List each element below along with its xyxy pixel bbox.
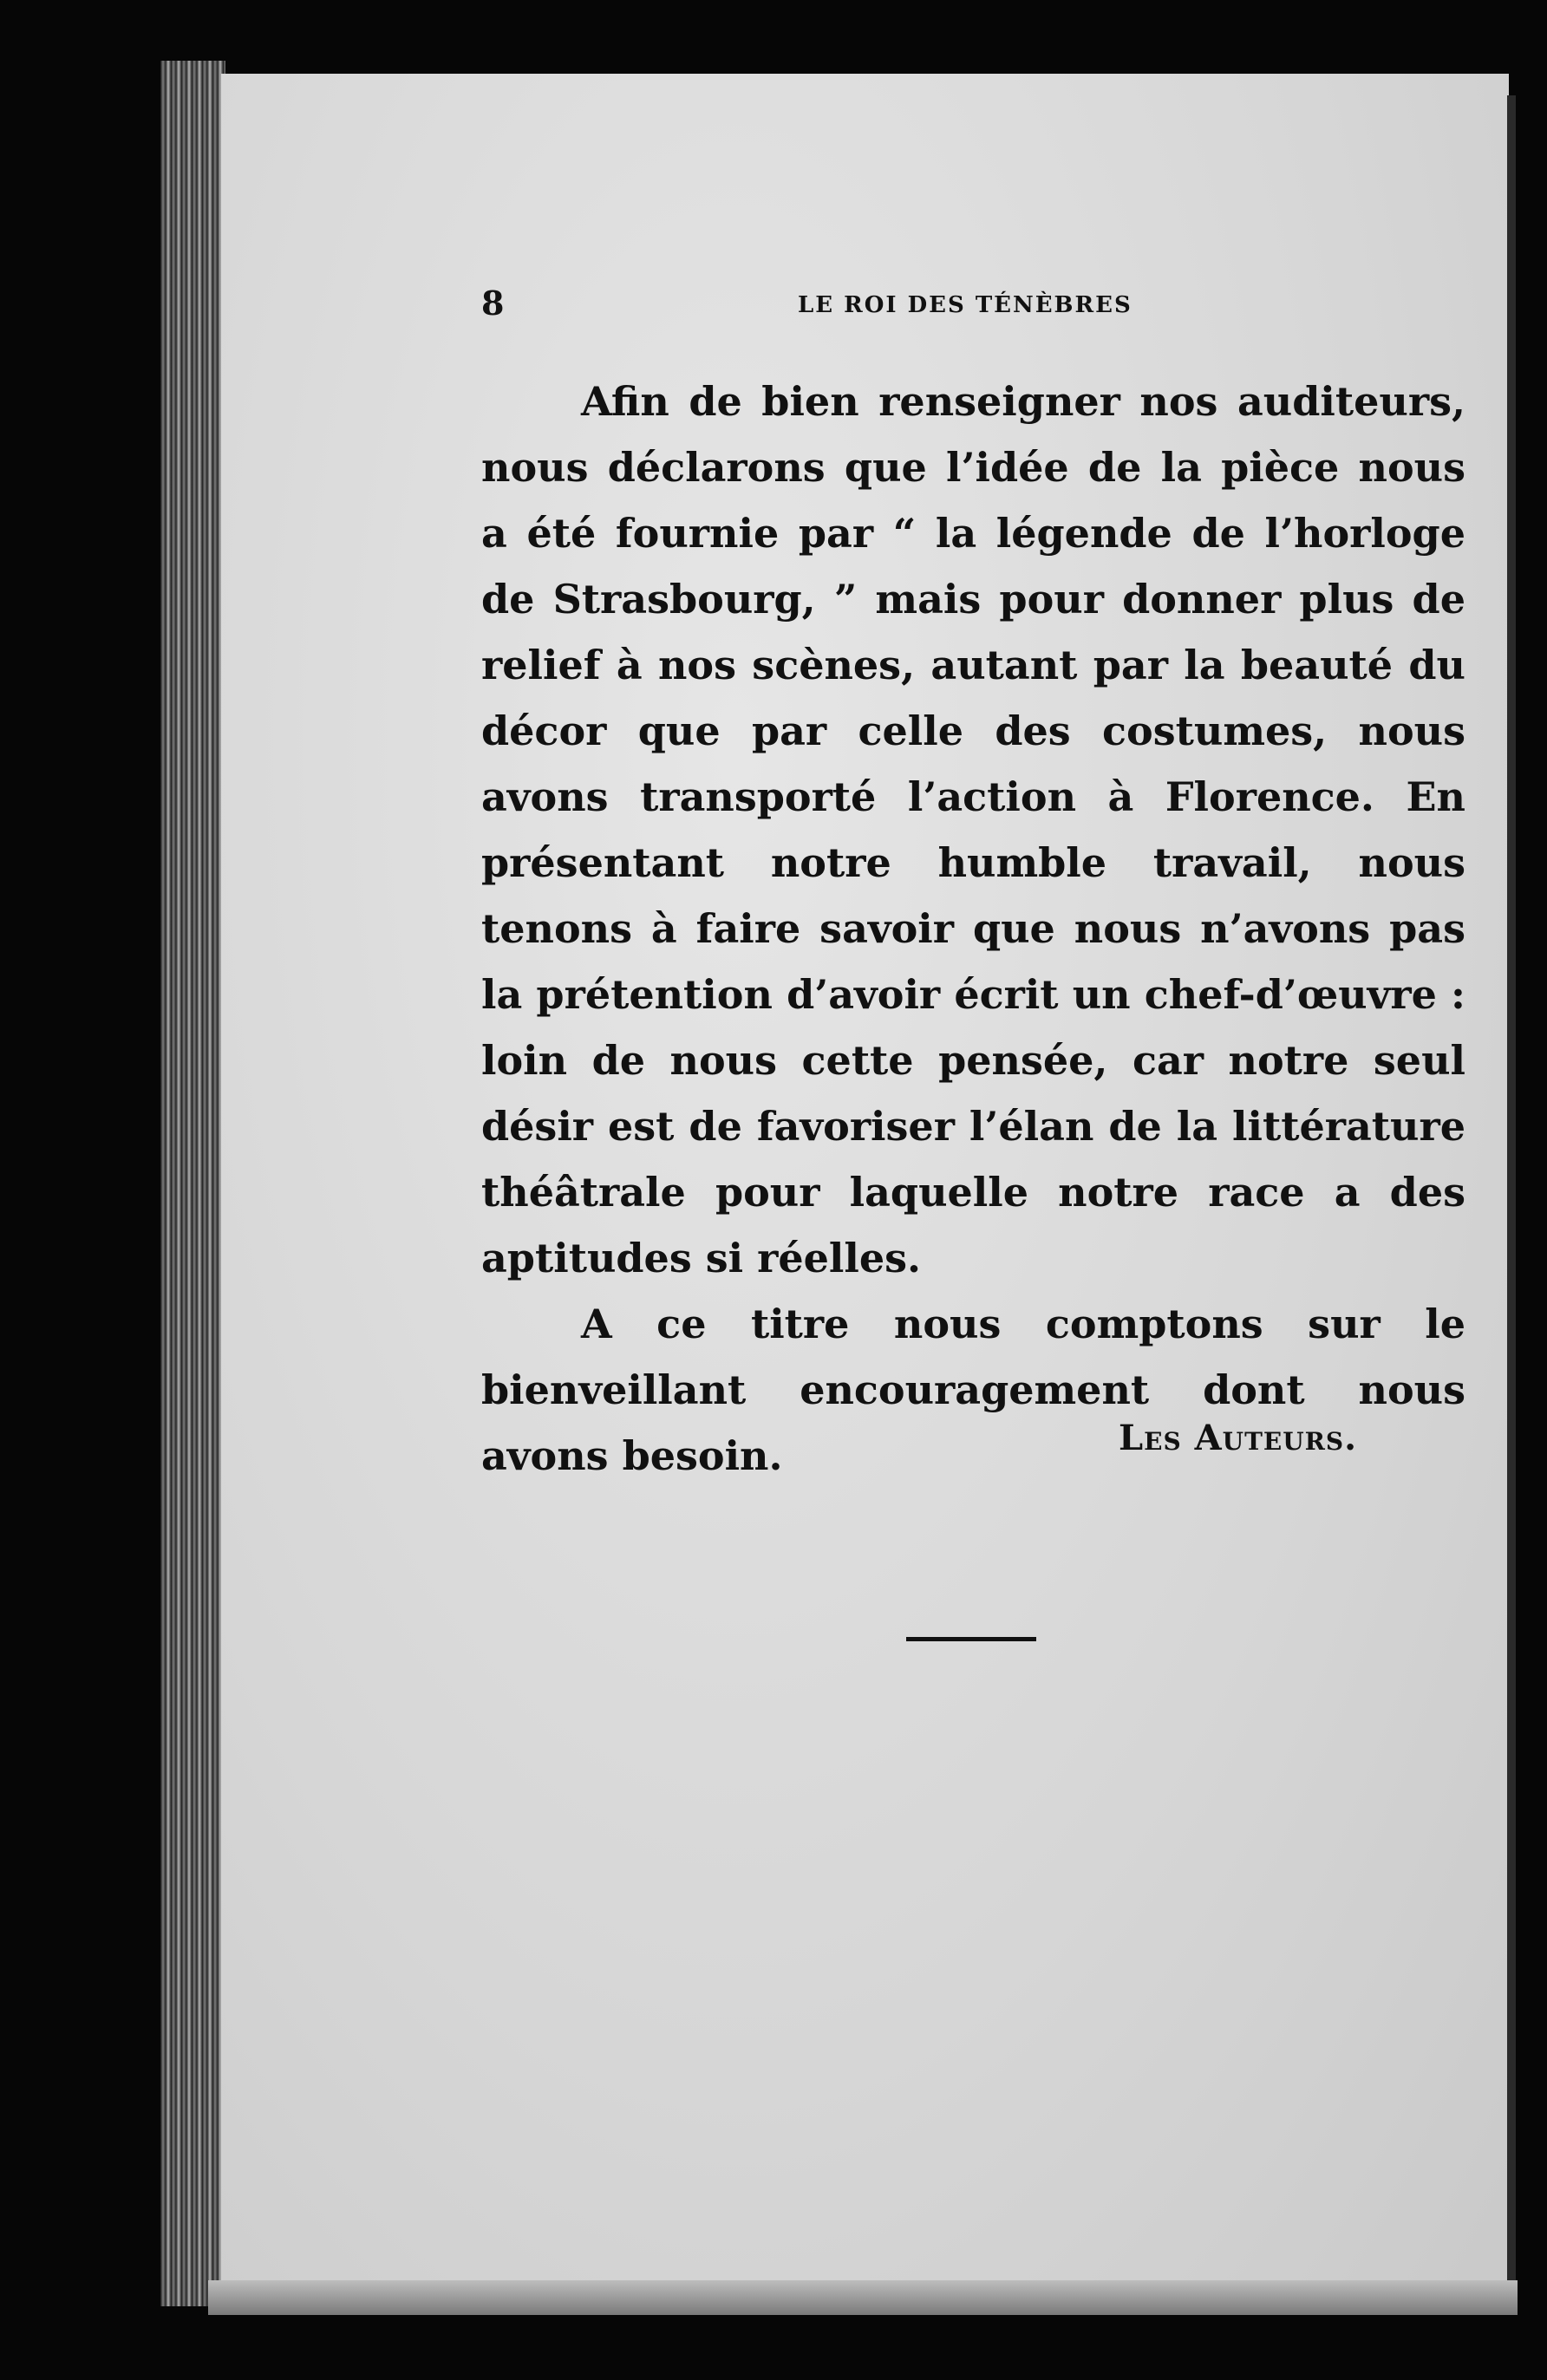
page-bottom-edge: [208, 2280, 1518, 2315]
body-text: [481, 368, 1465, 1489]
running-header: [481, 284, 1331, 327]
paragraph-2: A ce titre nous comptons sur le bienveillant encouragement dont nous avons besoin.: [481, 1301, 1465, 1479]
signature: Les Auteurs.: [1119, 1418, 1358, 1458]
book-binding: [160, 61, 225, 2306]
page-right-edge: [1507, 95, 1516, 2315]
closing-rule: [906, 1637, 1036, 1641]
running-title: LE ROI DES TÉNÈBRES: [798, 292, 1133, 318]
paragraph-1: Afin de bien renseigner nos auditeurs, nous déclarons que l’idée de la pièce nous a été fournie par “ la légende de l’horloge de Strasbourg, ” mais pour donner plus de relief à nos scènes, autant par la beauté du décor que par celle des costumes, nous avons transporté l’action à Florence. En présentant notre humble travail, nous tenons à faire savoir que nous n’avons pas la prétention d’avoir écrit un chef-d’œuvre : loin de nous cette pensée, car notre seul désir est de favoriser l’élan de la littérature théâtrale pour laquelle notre race a des aptitudes si réelles.: [481, 378, 1465, 1281]
page-number: 8: [481, 284, 505, 323]
